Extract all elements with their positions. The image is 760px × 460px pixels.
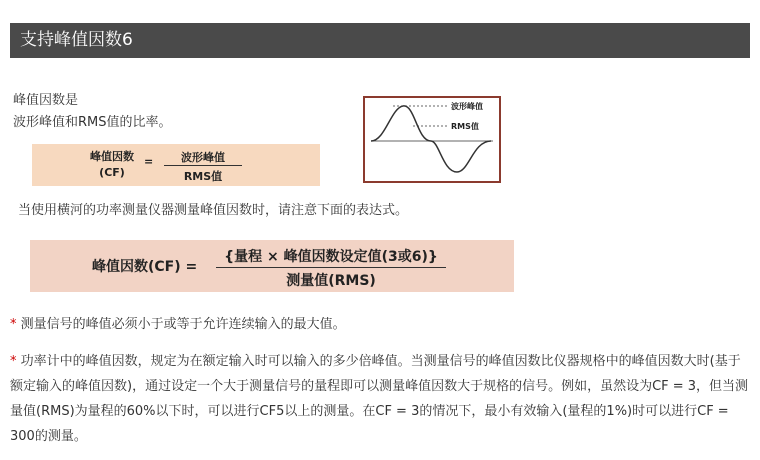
- section-title: 支持峰值因数6: [20, 30, 133, 50]
- formula-lhs: 峰值因数(CF) =: [92, 259, 198, 275]
- bullet-note-1: [10, 313, 346, 332]
- definition-numerator: 波形峰值: [181, 151, 225, 164]
- formula-numerator: {量程 × 峰值因数设定值(3或6)}: [224, 249, 438, 265]
- definition-lhs: [84, 149, 140, 181]
- intro-line-1: 峰值因数是: [13, 93, 79, 108]
- bullet-note-2: [10, 349, 752, 449]
- crest-factor-formula-box: [30, 240, 514, 292]
- definition-fraction-bar: [164, 165, 242, 166]
- definition-equals: =: [144, 155, 154, 168]
- definition-denominator: RMS值: [183, 170, 223, 183]
- section-header: [10, 23, 750, 58]
- waveform-curve: [371, 106, 491, 172]
- formula-denominator: 测量值(RMS): [286, 273, 376, 289]
- crest-factor-definition-box: [32, 144, 320, 186]
- intro-line-2: 波形峰值和RMS值的比率。: [13, 115, 172, 130]
- peak-label: 波形峰值: [451, 102, 483, 111]
- definition-lhs-label: 峰值因数: [90, 150, 134, 163]
- rms-label: RMS值: [451, 122, 479, 131]
- bullet-star-2: *: [10, 354, 17, 369]
- intro-text: [13, 90, 172, 134]
- definition-lhs-abbrev: (CF): [99, 166, 125, 179]
- bullet-text-1: 测量信号的峰值必须小于或等于允许连续输入的最大值。: [20, 317, 346, 332]
- usage-note: 当使用横河的功率测量仪器测量峰值因数时，请注意下面的表达式。: [18, 203, 409, 218]
- waveform-illustration: [363, 96, 501, 183]
- bullet-star-1: *: [10, 317, 17, 332]
- formula-fraction-bar: [216, 267, 446, 268]
- bullet-text-2: 功率计中的峰值因数，规定为在额定输入时可以输入的多少倍峰值。当测量信号的峰值因数比仪器规格中的峰值因数大时(基于额定输入的峰值因数)，通过设定一个大于测量信号的量程即可以测量峰值因数大于规格的信号。例如，虽然设为CF = 3，但当测量值(RMS)为量程的60%以下时，可以进行CF5以上的测量。在CF = 3的情况下，最小有效输入(量程的1%)时可以进行CF = 300的测量。: [10, 354, 749, 444]
